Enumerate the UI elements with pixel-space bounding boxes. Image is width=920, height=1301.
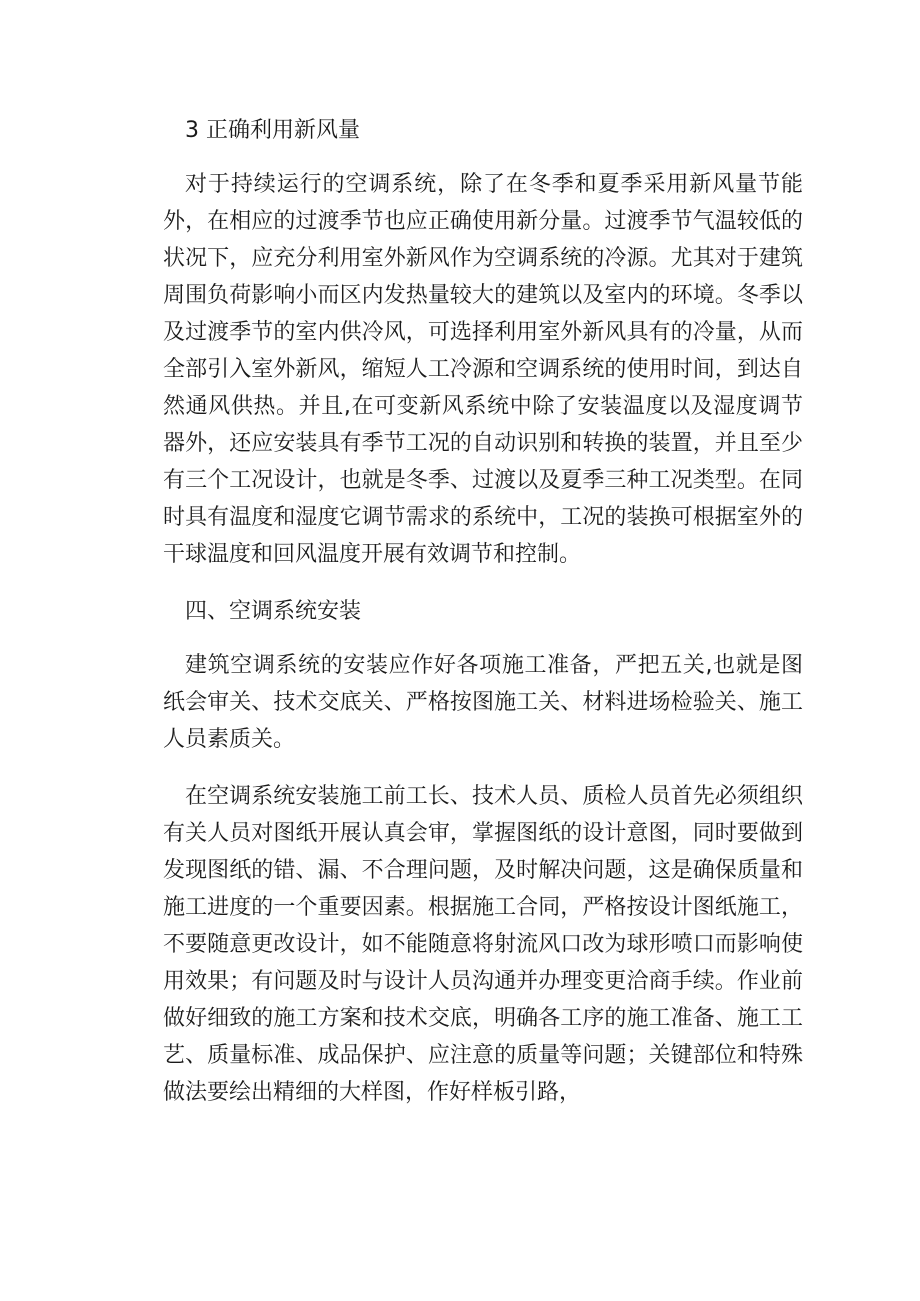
spacer [163,630,803,647]
section-heading-fresh-air: 3 正确利用新风量 [185,118,360,143]
spacer [163,573,803,593]
paragraph-fresh-air: 对于持续运行的空调系统，除了在冬季和夏季采用新风量节能外，在相应的过渡季节也应正确使用新分量。过渡季节气温较低的状况下，应充分利用室外新风作为空调系统的冷源。尤其对于建筑周围负荷影响小而区内发热量较大的建筑以及室内的环境。冬季以及过渡季节的室内供冷风，可选择利用室外新风具有的冷量，从而全部引入室外新风，缩短人工冷源和空调系统的使用时间，到达自然通风供热。并且,在可变新风系统中除了安装温度以及湿度调节器外，还应安装具有季节工况的自动识别和转换的装置，并且至少有三个工况设计，也就是冬季、过渡以及夏季三种工况类型。在同时具有温度和湿度它调节需求的系统中，工况的装换可根据室外的干球温度和回风温度开展有效调节和控制。 [163,172,803,567]
paragraph-installation-review: 在空调系统安装施工前工长、技术人员、质检人员首先必须组织有关人员对图纸开展认真会审，掌握图纸的设计意图，同时要做到发现图纸的错、漏、不合理问题，及时解决问题，这是确保质量和施工进度的一个重要因素。根据施工合同，严格按设计图纸施工，不要随意更改设计，如不能随意将射流风口改为球形喷口而影响使用效果；有问题及时与设计人员沟通并办理变更洽商手续。作业前做好细致的施工方案和技术交底，明确各工序的施工准备、施工工艺、质量标准、成品保护、应注意的质量等问题；关键部位和特殊做法要绘出精细的大样图，作好样板引路， [163,784,803,1105]
spacer [163,758,803,778]
document-body [163,112,803,1111]
paragraph-installation-preparation: 建筑空调系统的安装应作好各项施工准备，严把五关,也就是图纸会审关、技术交底关、严格按图施工关、材料进场检验关、施工人员素质关。 [163,653,803,752]
section-heading-installation: 四、空调系统安装 [185,599,362,624]
spacer [163,149,803,166]
